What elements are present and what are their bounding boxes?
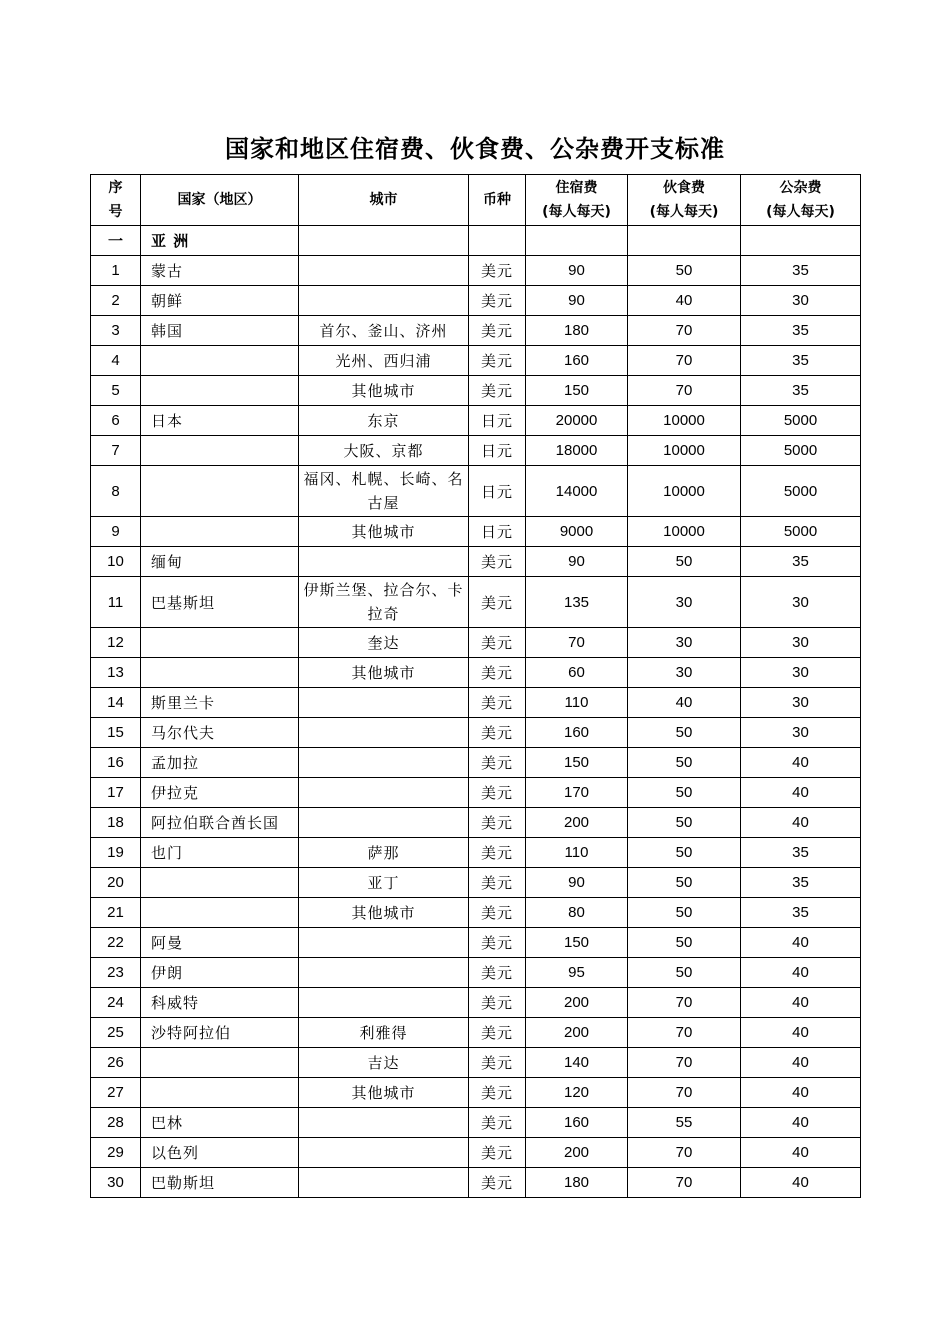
cell-misc: 35 <box>741 316 861 346</box>
cell-seq: 28 <box>91 1108 141 1138</box>
cell-currency: 美元 <box>469 868 526 898</box>
cell-seq: 20 <box>91 868 141 898</box>
cell-seq: 14 <box>91 688 141 718</box>
cell-seq: 4 <box>91 346 141 376</box>
cell-country: 日本 <box>141 406 299 436</box>
cell-currency: 美元 <box>469 718 526 748</box>
cell-seq: 13 <box>91 658 141 688</box>
header-seq-line-1: 序 <box>108 180 123 196</box>
cell-meals: 50 <box>628 748 741 778</box>
table-row <box>91 988 861 1018</box>
cell-meals: 50 <box>628 808 741 838</box>
cell-country: 马尔代夫 <box>141 718 299 748</box>
cell-misc: 40 <box>741 748 861 778</box>
cell-city <box>299 688 469 718</box>
cell-country: 孟加拉 <box>141 748 299 778</box>
cell-city <box>299 808 469 838</box>
cell-lodging: 170 <box>526 778 628 808</box>
cell-country: 也门 <box>141 838 299 868</box>
header-country: 国家（地区） <box>141 175 299 226</box>
cell-lodging: 180 <box>526 1168 628 1198</box>
cell-city <box>299 778 469 808</box>
cell-meals: 70 <box>628 1138 741 1168</box>
cell-misc: 35 <box>741 256 861 286</box>
page-title: 国家和地区住宿费、伙食费、公杂费开支标准 <box>225 135 725 163</box>
cell-seq: 1 <box>91 256 141 286</box>
header-meals <box>628 175 741 226</box>
table-row <box>91 346 861 376</box>
cell-lodging: 80 <box>526 898 628 928</box>
cell-city: 其他城市 <box>299 658 469 688</box>
table-body <box>91 226 861 1198</box>
table-header-row <box>91 175 861 226</box>
cell-currency: 美元 <box>469 1078 526 1108</box>
cell-meals: 50 <box>628 868 741 898</box>
table-row <box>91 1168 861 1198</box>
cell-lodging: 90 <box>526 256 628 286</box>
cell-seq: 7 <box>91 436 141 466</box>
cell-country: 朝鲜 <box>141 286 299 316</box>
cell-lodging: 90 <box>526 547 628 577</box>
cell-meals: 40 <box>628 688 741 718</box>
section-name: 亚 洲 <box>141 226 299 256</box>
cell-misc: 30 <box>741 286 861 316</box>
cell-lodging: 160 <box>526 346 628 376</box>
cell-city <box>299 1138 469 1168</box>
cell-lodging: 95 <box>526 958 628 988</box>
cell-misc: 35 <box>741 868 861 898</box>
cell-misc: 40 <box>741 1168 861 1198</box>
cell-country: 巴勒斯坦 <box>141 1168 299 1198</box>
cell-country: 斯里兰卡 <box>141 688 299 718</box>
cell-meals: 70 <box>628 988 741 1018</box>
cell-meals: 10000 <box>628 436 741 466</box>
cell-city <box>299 748 469 778</box>
cell-currency: 美元 <box>469 1108 526 1138</box>
cell-meals: 50 <box>628 778 741 808</box>
table-row <box>91 1048 861 1078</box>
cell-misc: 30 <box>741 577 861 628</box>
cell-lodging: 14000 <box>526 466 628 517</box>
cell-country: 以色列 <box>141 1138 299 1168</box>
cell-country: 沙特阿拉伯 <box>141 1018 299 1048</box>
header-misc <box>741 175 861 226</box>
cell-lodging: 120 <box>526 1078 628 1108</box>
cell-currency: 日元 <box>469 406 526 436</box>
cell-seq: 17 <box>91 778 141 808</box>
cell-misc: 40 <box>741 1018 861 1048</box>
table-row <box>91 406 861 436</box>
cell-country <box>141 376 299 406</box>
header-currency: 币种 <box>469 175 526 226</box>
cell-currency: 日元 <box>469 466 526 517</box>
cell-lodging: 110 <box>526 688 628 718</box>
cell-seq: 26 <box>91 1048 141 1078</box>
cell-lodging: 18000 <box>526 436 628 466</box>
cell-currency: 美元 <box>469 778 526 808</box>
cell-country: 伊朗 <box>141 958 299 988</box>
cell-currency: 美元 <box>469 316 526 346</box>
table-row <box>91 577 861 628</box>
cell-currency: 美元 <box>469 748 526 778</box>
cell-seq: 16 <box>91 748 141 778</box>
cell-city: 其他城市 <box>299 517 469 547</box>
cell-lodging: 135 <box>526 577 628 628</box>
cell-lodging: 160 <box>526 718 628 748</box>
section-row-asia <box>91 226 861 256</box>
cell-meals: 50 <box>628 256 741 286</box>
cell-misc: 5000 <box>741 517 861 547</box>
cell-currency: 美元 <box>469 898 526 928</box>
cell-city: 伊斯兰堡、拉合尔、卡拉奇 <box>299 577 469 628</box>
section-empty-cell <box>628 226 741 256</box>
cell-city: 光州、西归浦 <box>299 346 469 376</box>
cell-city <box>299 718 469 748</box>
cell-city: 亚丁 <box>299 868 469 898</box>
header-meals-line-2: (每人每天) <box>649 204 719 220</box>
cell-country: 阿拉伯联合酋长国 <box>141 808 299 838</box>
cell-meals: 50 <box>628 898 741 928</box>
table-row <box>91 958 861 988</box>
cell-currency: 美元 <box>469 1048 526 1078</box>
cell-currency: 美元 <box>469 256 526 286</box>
cell-currency: 美元 <box>469 286 526 316</box>
cell-misc: 5000 <box>741 466 861 517</box>
cell-misc: 35 <box>741 838 861 868</box>
cell-lodging: 180 <box>526 316 628 346</box>
cell-misc: 30 <box>741 628 861 658</box>
cell-city: 东京 <box>299 406 469 436</box>
cell-misc: 30 <box>741 658 861 688</box>
cell-lodging: 200 <box>526 1138 628 1168</box>
cell-meals: 70 <box>628 1168 741 1198</box>
cell-currency: 美元 <box>469 547 526 577</box>
cell-city <box>299 958 469 988</box>
cell-country: 韩国 <box>141 316 299 346</box>
cell-seq: 24 <box>91 988 141 1018</box>
cell-meals: 50 <box>628 718 741 748</box>
cell-city: 萨那 <box>299 838 469 868</box>
section-empty-cell <box>469 226 526 256</box>
cell-currency: 美元 <box>469 808 526 838</box>
cell-meals: 10000 <box>628 406 741 436</box>
header-lodging-line-1: 住宿费 <box>555 180 598 196</box>
cell-country <box>141 1078 299 1108</box>
cell-currency: 美元 <box>469 838 526 868</box>
cell-meals: 50 <box>628 838 741 868</box>
cell-misc: 30 <box>741 688 861 718</box>
header-lodging <box>526 175 628 226</box>
cell-misc: 35 <box>741 346 861 376</box>
cell-seq: 10 <box>91 547 141 577</box>
cell-seq: 2 <box>91 286 141 316</box>
cell-currency: 美元 <box>469 688 526 718</box>
section-empty-cell <box>526 226 628 256</box>
cell-country <box>141 436 299 466</box>
table-row <box>91 748 861 778</box>
cell-seq: 15 <box>91 718 141 748</box>
cell-seq: 27 <box>91 1078 141 1108</box>
cell-currency: 美元 <box>469 1138 526 1168</box>
header-misc-line-2: (每人每天) <box>766 204 835 220</box>
table-row <box>91 898 861 928</box>
cell-city <box>299 1168 469 1198</box>
cell-misc: 35 <box>741 376 861 406</box>
cell-city <box>299 547 469 577</box>
cell-meals: 70 <box>628 1078 741 1108</box>
cell-misc: 40 <box>741 988 861 1018</box>
cell-misc: 35 <box>741 547 861 577</box>
table-row <box>91 1108 861 1138</box>
cell-misc: 30 <box>741 718 861 748</box>
cell-lodging: 9000 <box>526 517 628 547</box>
cell-seq: 25 <box>91 1018 141 1048</box>
header-seq-line-2: 号 <box>108 204 123 220</box>
cell-currency: 美元 <box>469 958 526 988</box>
table-row <box>91 436 861 466</box>
cell-meals: 10000 <box>628 517 741 547</box>
cell-seq: 22 <box>91 928 141 958</box>
cell-country <box>141 898 299 928</box>
cell-city <box>299 286 469 316</box>
table-row <box>91 517 861 547</box>
table-row <box>91 316 861 346</box>
cell-country: 缅甸 <box>141 547 299 577</box>
cell-currency: 日元 <box>469 517 526 547</box>
cell-seq: 9 <box>91 517 141 547</box>
cell-currency: 日元 <box>469 436 526 466</box>
cell-lodging: 140 <box>526 1048 628 1078</box>
cell-misc: 40 <box>741 928 861 958</box>
cell-lodging: 20000 <box>526 406 628 436</box>
cell-country: 阿曼 <box>141 928 299 958</box>
cell-meals: 40 <box>628 286 741 316</box>
cell-lodging: 200 <box>526 1018 628 1048</box>
cell-meals: 30 <box>628 628 741 658</box>
table-row <box>91 547 861 577</box>
header-meals-line-1: 伙食费 <box>663 180 705 196</box>
cell-country <box>141 466 299 517</box>
cell-misc: 40 <box>741 958 861 988</box>
cell-seq: 3 <box>91 316 141 346</box>
cell-city: 利雅得 <box>299 1018 469 1048</box>
cell-country: 巴林 <box>141 1108 299 1138</box>
cell-seq: 30 <box>91 1168 141 1198</box>
cell-country <box>141 868 299 898</box>
cell-currency: 美元 <box>469 1168 526 1198</box>
cell-lodging: 150 <box>526 928 628 958</box>
cell-currency: 美元 <box>469 1018 526 1048</box>
cell-lodging: 160 <box>526 1108 628 1138</box>
cell-meals: 55 <box>628 1108 741 1138</box>
cell-country: 蒙古 <box>141 256 299 286</box>
cell-city <box>299 928 469 958</box>
table-row <box>91 1078 861 1108</box>
cell-lodging: 150 <box>526 376 628 406</box>
cell-misc: 40 <box>741 1048 861 1078</box>
cell-currency: 美元 <box>469 658 526 688</box>
cell-country <box>141 628 299 658</box>
cell-country <box>141 658 299 688</box>
cell-misc: 40 <box>741 808 861 838</box>
cell-city <box>299 1108 469 1138</box>
cell-misc: 40 <box>741 1138 861 1168</box>
header-seq <box>91 175 141 226</box>
cell-currency: 美元 <box>469 577 526 628</box>
cell-meals: 50 <box>628 928 741 958</box>
table-row <box>91 658 861 688</box>
cell-seq: 8 <box>91 466 141 517</box>
cell-city: 奎达 <box>299 628 469 658</box>
cell-misc: 5000 <box>741 406 861 436</box>
cell-city: 其他城市 <box>299 376 469 406</box>
cell-meals: 10000 <box>628 466 741 517</box>
section-empty-cell <box>741 226 861 256</box>
table-row <box>91 466 861 517</box>
table-row <box>91 1018 861 1048</box>
cell-country: 伊拉克 <box>141 778 299 808</box>
table-row <box>91 808 861 838</box>
cell-lodging: 60 <box>526 658 628 688</box>
cell-seq: 29 <box>91 1138 141 1168</box>
table-row <box>91 868 861 898</box>
cell-misc: 40 <box>741 1078 861 1108</box>
cell-seq: 18 <box>91 808 141 838</box>
cell-seq: 21 <box>91 898 141 928</box>
header-city: 城市 <box>299 175 469 226</box>
cell-city: 福冈、札幌、长崎、名古屋 <box>299 466 469 517</box>
cell-country: 科威特 <box>141 988 299 1018</box>
cell-lodging: 90 <box>526 868 628 898</box>
cell-lodging: 110 <box>526 838 628 868</box>
cell-misc: 35 <box>741 898 861 928</box>
cell-country <box>141 346 299 376</box>
cell-meals: 30 <box>628 658 741 688</box>
cell-seq: 5 <box>91 376 141 406</box>
cell-lodging: 90 <box>526 286 628 316</box>
table-row <box>91 286 861 316</box>
cell-lodging: 200 <box>526 808 628 838</box>
cell-currency: 美元 <box>469 988 526 1018</box>
cell-meals: 70 <box>628 316 741 346</box>
cell-lodging: 150 <box>526 748 628 778</box>
cell-meals: 70 <box>628 376 741 406</box>
cell-seq: 12 <box>91 628 141 658</box>
cell-city: 其他城市 <box>299 898 469 928</box>
cell-country: 巴基斯坦 <box>141 577 299 628</box>
cell-currency: 美元 <box>469 346 526 376</box>
cell-meals: 50 <box>628 547 741 577</box>
table-row <box>91 688 861 718</box>
header-lodging-line-2: (每人每天) <box>542 204 611 220</box>
cell-country <box>141 517 299 547</box>
table-row <box>91 778 861 808</box>
cell-meals: 30 <box>628 577 741 628</box>
section-seq: 一 <box>91 226 141 256</box>
cell-city <box>299 256 469 286</box>
section-empty-cell <box>299 226 469 256</box>
cell-city: 其他城市 <box>299 1078 469 1108</box>
table-row <box>91 256 861 286</box>
cell-meals: 70 <box>628 346 741 376</box>
header-misc-line-1: 公杂费 <box>779 180 822 196</box>
cell-city: 首尔、釜山、济州 <box>299 316 469 346</box>
table-row <box>91 838 861 868</box>
table-row <box>91 1138 861 1168</box>
cell-seq: 23 <box>91 958 141 988</box>
cell-country <box>141 1048 299 1078</box>
table-row <box>91 718 861 748</box>
cell-currency: 美元 <box>469 628 526 658</box>
cell-meals: 70 <box>628 1048 741 1078</box>
cell-currency: 美元 <box>469 376 526 406</box>
cell-city <box>299 988 469 1018</box>
cell-misc: 5000 <box>741 436 861 466</box>
table-row <box>91 628 861 658</box>
table-row <box>91 928 861 958</box>
cell-city: 吉达 <box>299 1048 469 1078</box>
cell-seq: 19 <box>91 838 141 868</box>
cell-seq: 6 <box>91 406 141 436</box>
cell-currency: 美元 <box>469 928 526 958</box>
expense-standard-table <box>90 174 861 1198</box>
cell-lodging: 70 <box>526 628 628 658</box>
cell-lodging: 200 <box>526 988 628 1018</box>
cell-city: 大阪、京都 <box>299 436 469 466</box>
cell-seq: 11 <box>91 577 141 628</box>
cell-misc: 40 <box>741 778 861 808</box>
table-row <box>91 376 861 406</box>
cell-meals: 70 <box>628 1018 741 1048</box>
cell-meals: 50 <box>628 958 741 988</box>
cell-misc: 40 <box>741 1108 861 1138</box>
